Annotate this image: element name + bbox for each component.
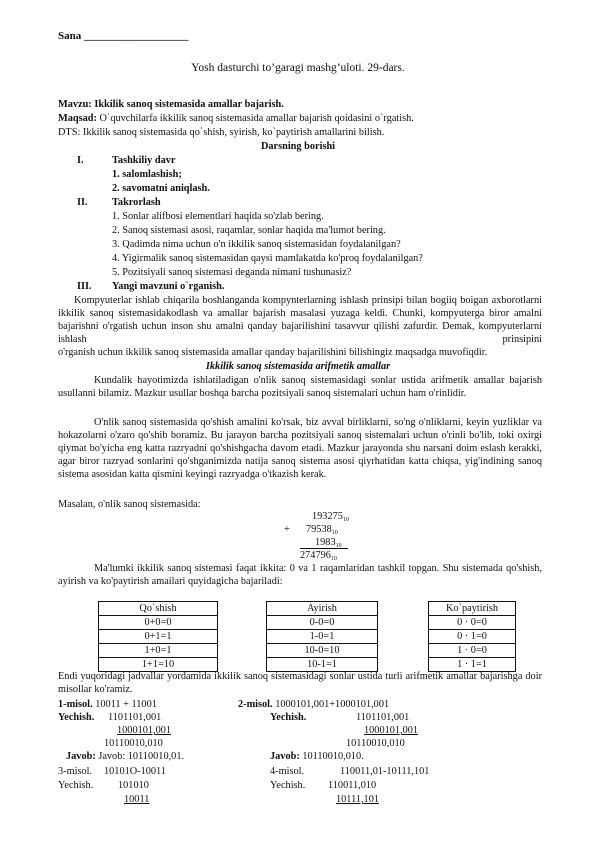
list-item: 2. Sanoq sistemasi asosi, raqamlar, sonlar haqida ma'lumot bering. [112, 225, 386, 236]
example-3-operand-a: 101010 [118, 780, 149, 791]
example-2-operand-a: 1101101,001 [356, 712, 410, 723]
table-cell: 0 · 1=0 [429, 630, 516, 644]
dts-line: DTS: Ikkilik sanoq sistemasida qo`shish, syirish, ko`paytirish amallarini bilish. [58, 127, 385, 138]
example-3-operand-b: 10011 [124, 794, 150, 805]
example-2-line [238, 698, 389, 711]
example-2-operand-b: 1000101,001 [364, 725, 419, 736]
page-title: Yosh dasturchi to’garagi mashg’uloti. 29-dars. [191, 62, 405, 74]
example-2-solution-label: Yechish. [270, 712, 307, 723]
sum-result: $274796_{10}$ [300, 550, 337, 562]
example-intro: Masalan, o'nlik sanoq sistemasida: [58, 499, 201, 510]
table-header: Ayirish [267, 602, 378, 616]
table-header: Qo`shish [99, 602, 218, 616]
paragraph-addition: O'nlik sanoq sistemasida qo'shish amalini ko'rsak, biz avval birliklarni, so'ng o'nliklarni, keyin yuzliklar va hokazolarni o'zaro qo'shib boramiz. Bu jarayon barcha pozitsiyali sanoq sistemalari uchun o'rinli bo'lib, toki oxirgi qiymat bo'yicha eng katta razryadni qo'shishgacha davom etadi. Mazkur jarayonda shu narsani doim eslash kerakki, agar biror razryad sonlarini qo'shganimizda natija sanoq sistema asosi qiyrhatidan katta chiqsa, yig'indining sanoq sistema asosidan katta qismini keyingi razryadga o'tkazish kerak. [58, 417, 542, 480]
lesson-heading: Darsning borishi [260, 141, 336, 152]
table-cell: 0-0=0 [267, 616, 378, 630]
plus-sign: + [284, 524, 290, 535]
table-cell: 1+1=10 [99, 658, 218, 672]
maqsad-line [58, 112, 414, 125]
mavzu-label: Mavzu: [58, 99, 92, 110]
section-3-title: Yangi mavzuni o`rganish. [112, 281, 225, 292]
example-2-answer: Javob: 10110010,010. [270, 751, 364, 762]
addition-table [98, 601, 218, 672]
example-4-label: 4-misol. [270, 766, 305, 777]
section-2-number: II. [77, 197, 88, 208]
table-cell: 10-0=10 [267, 644, 378, 658]
example-4-operand-b: 10111,101 [336, 794, 379, 805]
example-3-solution-label: Yechish. [58, 780, 94, 791]
addend-1: $193275_{10}$ [312, 511, 349, 523]
example-1-solution-label: Yechish. [58, 712, 95, 723]
table-cell: 0+1=1 [99, 630, 218, 644]
list-item: 1. salomlashish; [112, 169, 182, 180]
table-cell: 1 · 1=1 [429, 658, 516, 672]
list-item: 4. Yigirmalik sanoq sistemasidan qaysi mamlakatda ko'proq foydalanilgan? [112, 253, 423, 264]
maqsad-text: O`quvchilarfa ikkilik sanoq sistemasida amallar bajarish qoidasini o`rgatish. [99, 113, 414, 124]
table-cell: 0 · 0=0 [429, 616, 516, 630]
multiplication-table [428, 601, 516, 672]
section-heading: Ikkilik sanoq sistemasida arifmetik amallar [205, 361, 391, 372]
example-3-label: 3-misol. [58, 766, 93, 777]
paragraph-intro-end: o'rganish uchun ikkilik sanoq sistemasida amallar qanday bajarilishini bilishingiz maqsadga muvofiqdir. [58, 347, 488, 358]
list-item: 5. Pozitsiyali sanoq sistemasi deganda nimani tushunasiz? [112, 267, 352, 278]
table-cell: 10-1=1 [267, 658, 378, 672]
example-4-operand-a: 110011,010 [328, 780, 377, 791]
section-1-number: I. [77, 155, 84, 166]
example-1-result: 10110010,010 [104, 738, 163, 749]
date-label: Sana ___________________ [58, 30, 189, 42]
example-1-answer: Javob: Javob: 10110010,01. [66, 751, 185, 762]
example-1-line [58, 698, 157, 711]
paragraph-examples: Endi yuqoridagi jadvallar yordamida ikkilik sanoq sistemasidagi sonlar ustida turli arifmetik amallar bajarishga doir misollar ko'ramiz. [58, 671, 542, 695]
list-item: 2. savomatni aniqlash. [112, 183, 210, 194]
list-item: 1. Sonlar alifbosi elementlari haqida so'zlab bering. [112, 211, 324, 222]
example-3-expr: 10101O-10011 [104, 766, 166, 777]
table-cell: 1 · 0=0 [429, 644, 516, 658]
table-cell: 1-0=1 [267, 630, 378, 644]
subtraction-table [266, 601, 378, 672]
list-item: 3. Qadimda nima uchun o'n ikkilik sanoq sistemasidan foydalanilgan? [112, 239, 401, 250]
example-4-solution-label: Yechish. [270, 780, 306, 791]
example-2-expr: 1000101,001+1000101,001 [275, 699, 390, 710]
table-cell: 0+0=0 [99, 616, 218, 630]
paragraph-methods: Kundalik hayotimizda ishlatiladigan o'nlik sanoq sistemasidagi sonlar ustida arifmetik amallar bajarish usullanni bilamiz. Mazkur usullar boshqa barcha pozitsiyali sanoq sistemalari uchun ham o'rinlidir. [58, 375, 542, 399]
example-2-label: 2-misol. [238, 699, 273, 710]
example-1-operand-b: 1000101,001 [117, 725, 172, 736]
paragraph-intro: Kompyuterlar ishlab chiqarila boshlanganda kompynterlarning ishlash prinsipi bilan bogiiq boigan axborotlarni ikkilik sanoq sistemasidakodlash va amallar bajarish masalasi yuzaga keldi. Chunki, kompyuterga biror amalni bajarishni o'rgatish uchun inson shu amalni qanday bajarilishini tasavvur qilishi zafurdir. Demak, kompyuterlarni ishlash prinsipini [58, 295, 542, 345]
section-1-title: Tashkiliy davr [112, 155, 176, 166]
maqsad-label: Maqsad: [58, 113, 97, 124]
table-header: Ko`paytirish [429, 602, 516, 616]
example-1-expr: 10011 + 11001 [95, 699, 157, 710]
section-3-number: III. [77, 281, 92, 292]
example-2-result: 10110010,010 [346, 738, 405, 749]
section-2-title: Takrorlash [112, 197, 161, 208]
paragraph-binary: Ma'lumki ikkilik sanoq sistemasi faqat ikkita: 0 va 1 raqamlaridan tashkil topgan. Shu sistemada qo'shish, ayirish va ko'paytirish amailari quyidagicha bajariladi: [58, 563, 542, 587]
table-cell: 1+0=1 [99, 644, 218, 658]
mavzu-text: Ikkilik sanoq sistemasida amallar bajarish. [94, 99, 284, 110]
example-1-label: 1-misol. [58, 699, 93, 710]
example-4-expr: 110011,01-10111,101 [340, 766, 430, 777]
addend-3: $1983_{10}$ [315, 537, 342, 549]
addend-2: $79538_{10}$ [306, 524, 338, 536]
example-1-operand-a: 1101101,001 [108, 712, 162, 723]
mavzu-line [58, 98, 284, 111]
